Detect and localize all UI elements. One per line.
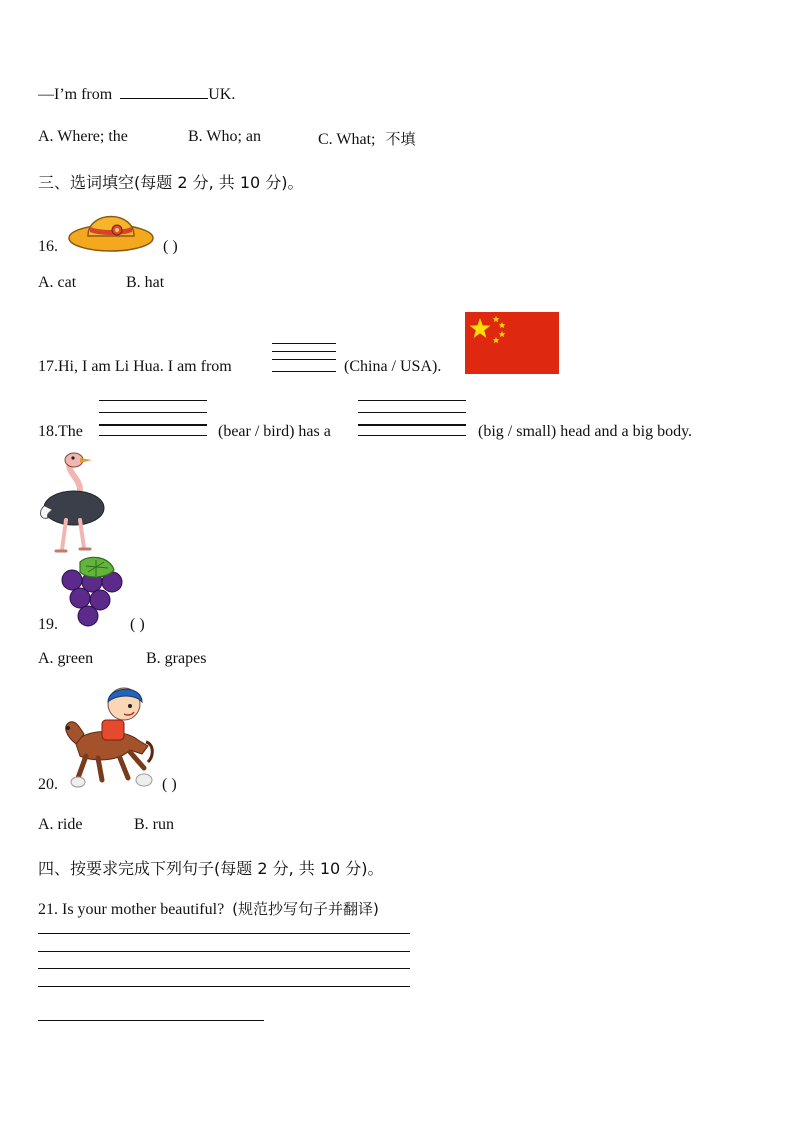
boy-riding-horse-icon bbox=[58, 684, 156, 794]
q21-instruction: (规范抄写句子并翻译) bbox=[232, 900, 379, 918]
q18-choice-2: (big / small) head and a big body. bbox=[478, 423, 693, 440]
q21-copy-line[interactable] bbox=[38, 986, 410, 987]
q19-number: 19. bbox=[38, 616, 58, 633]
q19-option-b: B. grapes bbox=[146, 650, 207, 667]
q21-copy-line bbox=[38, 951, 410, 952]
q17-writing-line bbox=[272, 351, 336, 352]
q18-writing-line-1 bbox=[99, 412, 207, 413]
q21-translation-line[interactable] bbox=[38, 1020, 264, 1021]
q18-choice-1: (bear / bird) has a bbox=[218, 423, 331, 440]
q18-writing-line-2 bbox=[358, 400, 466, 401]
q18-writing-line-1 bbox=[99, 400, 207, 401]
q16-answer-paren[interactable]: ( ) bbox=[163, 238, 178, 255]
q21-text: 21. Is your mother beautiful? bbox=[38, 901, 225, 918]
q18-writing-line-2[interactable] bbox=[358, 435, 466, 436]
grapes-icon bbox=[58, 556, 128, 632]
ostrich-icon bbox=[36, 450, 110, 554]
q21-line bbox=[38, 898, 379, 919]
q15-answer-suffix: UK. bbox=[208, 86, 236, 103]
q15-answer-line bbox=[38, 86, 235, 104]
section4-heading: 四、按要求完成下列句子(每题 2 分, 共 10 分)。 bbox=[38, 859, 384, 878]
q16-option-b: B. hat bbox=[126, 274, 165, 291]
q16-number: 16. bbox=[38, 238, 58, 255]
hat-icon bbox=[66, 202, 156, 254]
q17-writing-line bbox=[272, 343, 336, 344]
section3-heading: 三、选词填空(每题 2 分, 共 10 分)。 bbox=[38, 173, 304, 192]
q15-option-c-label: C. What; bbox=[318, 131, 376, 148]
q19-answer-paren[interactable]: ( ) bbox=[130, 616, 145, 633]
q18-writing-line-2 bbox=[358, 424, 466, 426]
q16-option-a: A. cat bbox=[38, 274, 77, 291]
q18-writing-line-1[interactable] bbox=[99, 435, 207, 436]
q15-option-c bbox=[318, 128, 416, 149]
china-flag-icon bbox=[465, 312, 559, 374]
q18-writing-line-2 bbox=[358, 412, 466, 413]
q20-option-b: B. run bbox=[134, 816, 174, 833]
q17-writing-line bbox=[272, 359, 336, 360]
q18-writing-line-1 bbox=[99, 424, 207, 426]
q20-option-a: A. ride bbox=[38, 816, 83, 833]
q15-answer-prefix: —I’m from bbox=[38, 86, 113, 103]
q15-option-a: A. Where; the bbox=[38, 128, 128, 145]
q15-blank[interactable] bbox=[120, 98, 208, 99]
q17-writing-line[interactable] bbox=[272, 371, 336, 372]
q19-option-a: A. green bbox=[38, 650, 94, 667]
q21-copy-line bbox=[38, 933, 410, 934]
q20-answer-paren[interactable]: ( ) bbox=[162, 776, 177, 793]
q17-choice: (China / USA). bbox=[344, 358, 442, 375]
q21-copy-line bbox=[38, 968, 410, 969]
q15-option-b: B. Who; an bbox=[188, 128, 262, 145]
q18-prefix: 18.The bbox=[38, 423, 83, 440]
q15-option-c-cn: 不填 bbox=[385, 130, 416, 148]
q20-number: 20. bbox=[38, 776, 58, 793]
q17-prefix: 17.Hi, I am Li Hua. I am from bbox=[38, 358, 232, 375]
